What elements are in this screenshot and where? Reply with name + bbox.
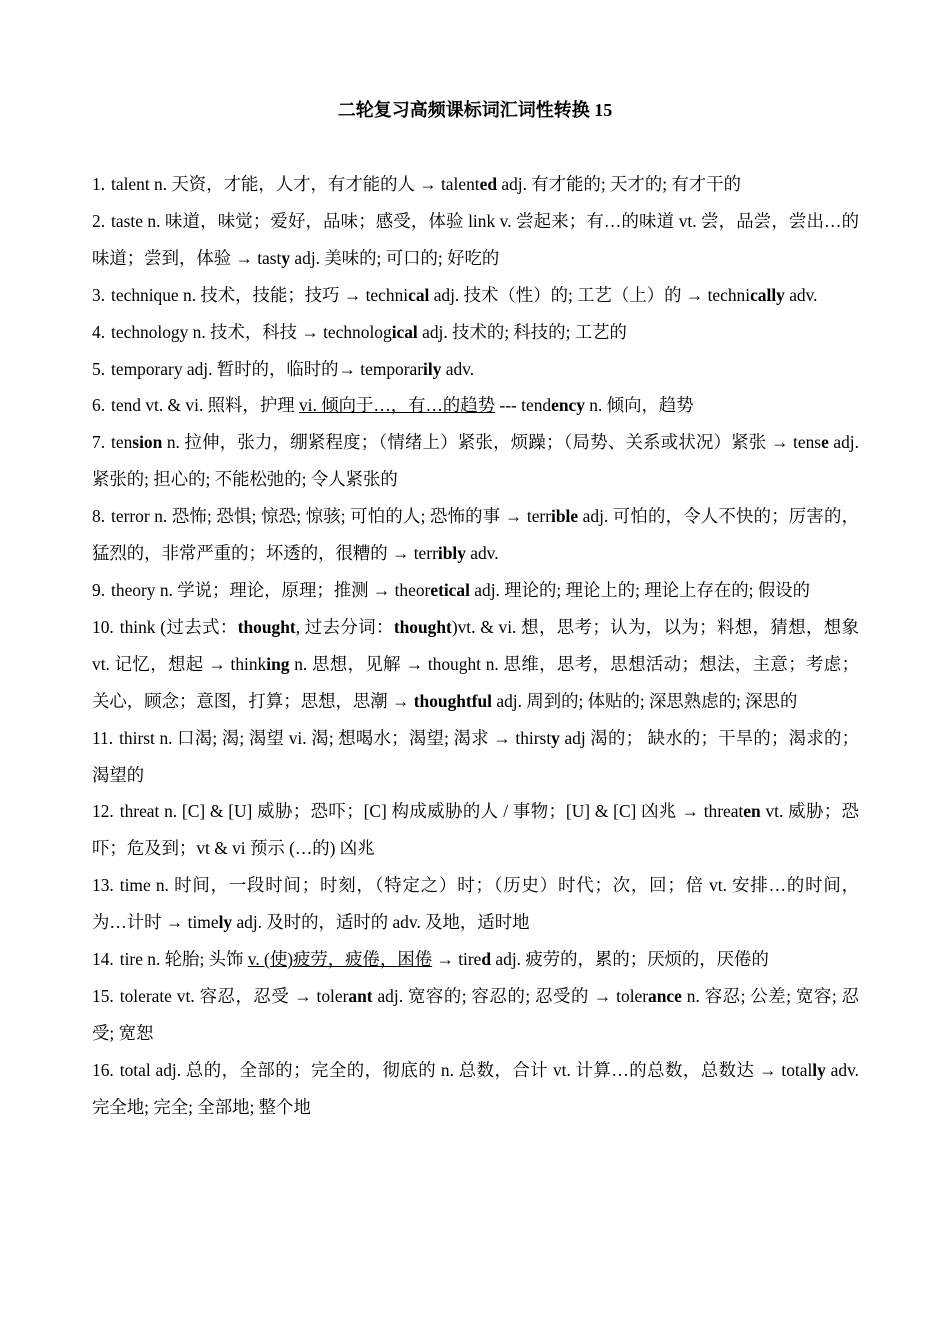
entry-number: 12.: [92, 801, 114, 822]
suffix: ly: [812, 1059, 826, 1080]
suffix: ical: [391, 321, 418, 342]
list-item: 16. total adj. 总的，全部的；完全的，彻底的 n. 总数，合计 vt. 计算…的总数，总数达 → totally adv. 完全地; 完全; 全部地; 整个地: [92, 1059, 859, 1117]
entry-number: 15.: [92, 985, 114, 1006]
entry-number: 9.: [92, 579, 106, 600]
list-item: 10. think (过去式：thought, 过去分词：thought)vt. & vi. 想，思考；认为，以为；料想，猜想，想象 vt. 记忆，想起 → thinking n. 思想，见解 → thought n. 思维，思考，思想活动；想法，主意；考虑；关心，顾念；意图，打算；思想，思潮 → thoughtful adj. 周到的; 体贴的; 深思熟虑的; 深思的: [92, 616, 859, 711]
suffix: ant: [348, 985, 373, 1006]
suffix: cally: [750, 284, 785, 305]
suffix: y: [551, 727, 560, 748]
suffix: ing: [266, 653, 290, 674]
past-tense: thought: [237, 616, 296, 637]
list-item: 5. temporary adj. 暂时的，临时的→ temporarily adv.: [92, 358, 475, 379]
underlined-meaning: v. (使)疲劳，疲倦，困倦: [247, 949, 433, 970]
list-item: 9. theory n. 学说；理论，原理；推测 → theoretical adj. 理论的; 理论上的; 理论上存在的; 假设的: [92, 579, 811, 600]
entry-number: 10.: [92, 616, 114, 637]
entry-number: 13.: [92, 875, 114, 896]
suffix: ance: [648, 985, 682, 1006]
list-item: 12. threat n. [C] & [U] 威胁；恐吓；[C] 构成威胁的人 / 事物；[U] & [C] 凶兆 → threaten vt. 威胁；恐吓；危及到；vt & vi 预示 (…的) 凶兆: [92, 801, 859, 859]
list-item: 4. technology n. 技术，科技 → technological adj. 技术的; 科技的; 工艺的: [92, 321, 627, 342]
entry-number: 16.: [92, 1059, 114, 1080]
suffix: etical: [430, 579, 470, 600]
page-title: 二轮复习高频课标词汇词性转换 15: [337, 100, 613, 120]
suffix: ibly: [437, 543, 466, 564]
list-item: 15. tolerate vt. 容忍，忍受 → tolerant adj. 宽容的; 容忍的; 忍受的 → tolerance n. 容忍; 公差; 宽容; 忍受; 宽恕: [92, 985, 859, 1043]
entry-number: 11.: [92, 727, 114, 748]
list-item: 3. technique n. 技术，技能；技巧 → technical adj. 技术（性）的; 工艺（上）的 → technically adv.: [92, 284, 818, 305]
entry-number: 4.: [92, 321, 106, 342]
list-item: 1. talent n. 天资，才能，人才，有才能的人 → talented adj. 有才能的; 天才的; 有才干的: [92, 174, 741, 194]
list-item: 14. tire n. 轮胎; 头饰 v. (使)疲劳，疲倦，困倦 → tired adj. 疲劳的，累的；厌烦的，厌倦的: [92, 949, 769, 970]
list-item: 2. taste n. 味道，味觉；爱好，品味；感受，体验 link v. 尝起来；有…的味道 vt. 尝，品尝，尝出…的味道；尝到，体验 → tasty adj. 美味的; 可口的; 好吃的: [92, 210, 859, 268]
list-item: 13. time n. 时间，一段时间；时刻，（特定之）时；（历史）时代；次，回；倍 vt. 安排…的时间，为…计时 → timely adj. 及时的，适时的 adv. 及地，适时地: [92, 875, 859, 933]
past-participle: thought: [393, 616, 452, 637]
list-item: 6. tend vt. & vi. 照料，护理 vi. 倾向于…，有…的趋势 --- tendency n. 倾向，趋势: [92, 395, 694, 416]
derived-word: thoughtful: [413, 690, 493, 711]
underlined-meaning: vi. 倾向于…，有…的趋势: [298, 395, 496, 416]
suffix: y: [281, 247, 291, 268]
list-item: 7. tension n. 拉伸，张力，绷紧程度；（情绪上）紧张，烦躁；（局势、关系或状况）紧张 → tense adj. 紧张的; 担心的; 不能松弛的; 令人紧张的: [92, 432, 859, 490]
entry-number: 3.: [92, 284, 106, 305]
entry-number: 6.: [92, 395, 106, 416]
entry-number: 7.: [92, 432, 106, 453]
suffix: d: [481, 949, 492, 970]
vocabulary-list: [92, 166, 859, 1126]
entry-number: 8.: [92, 506, 106, 527]
suffix: en: [743, 801, 761, 822]
entry-number: 2.: [92, 210, 106, 231]
suffix: ency: [551, 395, 585, 416]
suffix: sion: [132, 432, 163, 453]
entry-number: 14.: [92, 949, 114, 970]
suffix: cal: [408, 284, 430, 305]
list-item: 8. terror n. 恐怖; 恐惧; 惊恐; 惊骇; 可怕的人; 恐怖的事 → terrible adj. 可怕的，令人不快的；厉害的，猛烈的，非常严重的；坏透的，很糟的 → terribly adv.: [92, 506, 859, 564]
suffix: e: [821, 432, 829, 453]
list-item: 11. thirst n. 口渴; 渴; 渴望 vi. 渴; 想喝水；渴望; 渴求 → thirsty adj 渴的； 缺水的；干旱的；渴求的；渴望的: [92, 727, 859, 785]
entry-number: 1.: [92, 174, 106, 194]
suffix: ed: [479, 174, 498, 194]
suffix: ible: [551, 506, 579, 527]
suffix: ily: [423, 358, 442, 379]
suffix: ly: [218, 912, 233, 933]
entry-number: 5.: [92, 358, 106, 379]
